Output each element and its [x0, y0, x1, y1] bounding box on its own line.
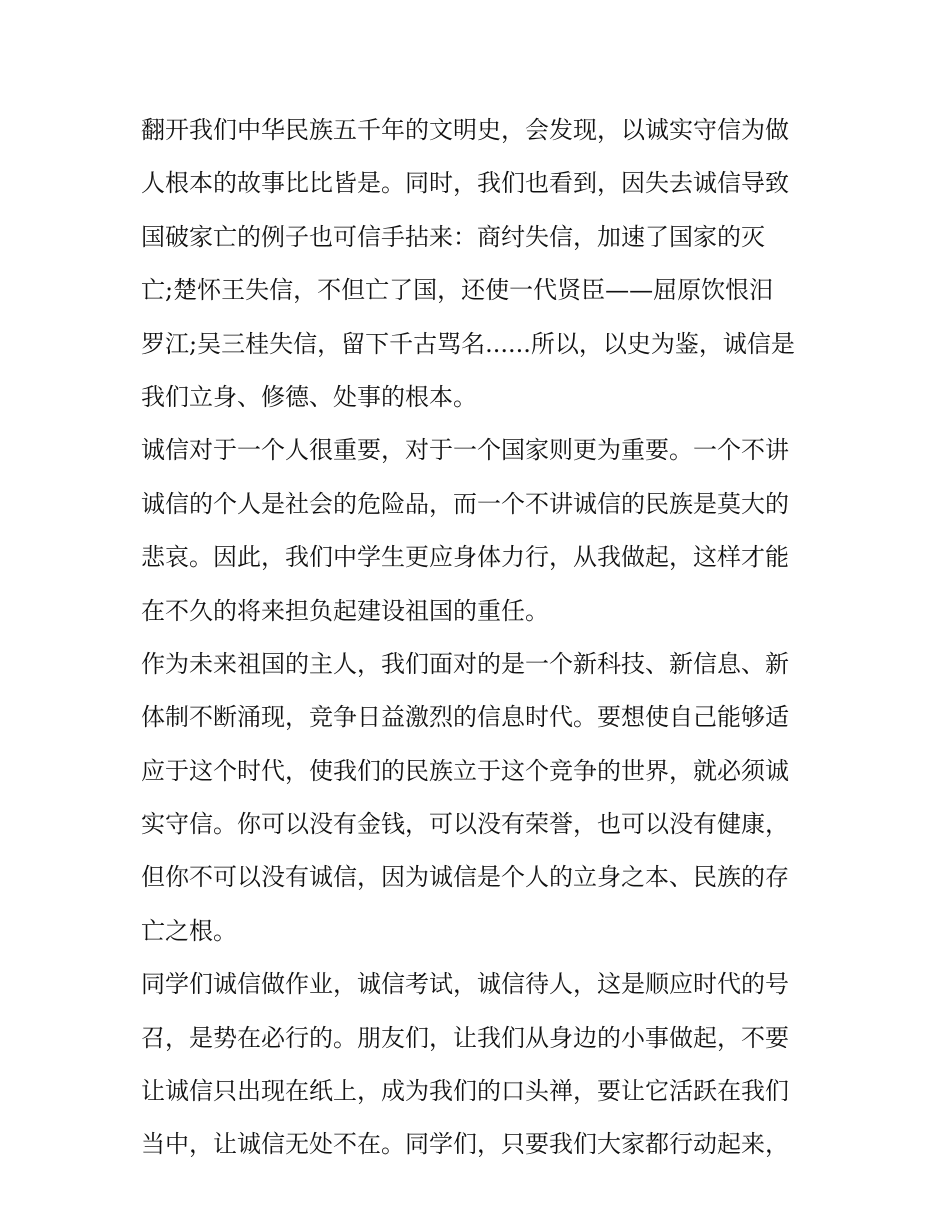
text-line: 在不久的将来担负起建设祖国的重任。	[141, 596, 549, 625]
text-line: 我们立身、修德、处事的根本。	[141, 382, 477, 411]
text-line: 体制不断涌现，竞争日益激烈的信息时代。要想使自己能够适	[141, 703, 789, 732]
text-line: 但你不可以没有诚信，因为诚信是个人的立身之本、民族的存	[141, 863, 789, 892]
text-line: 实守信。你可以没有金钱，可以没有荣誉，也可以没有健康，	[141, 810, 789, 839]
text-line: 国破家亡的例子也可信手拈来：商纣失信，加速了国家的灭	[141, 222, 765, 251]
text-line: 当中，让诚信无处不在。同学们，只要我们大家都行动起来，	[141, 1130, 789, 1159]
text-line: 翻开我们中华民族五千年的文明史，会发现，以诚实守信为做	[141, 116, 789, 144]
text-line: 应于这个时代，使我们的民族立于这个竞争的世界，就必须诚	[141, 756, 789, 785]
text-line: 罗江;吴三桂失信，留下千古骂名......所以，以史为鉴，诚信是	[141, 329, 795, 358]
text-line: 悲哀。因此，我们中学生更应身体力行，从我做起，这样才能	[141, 543, 789, 572]
text-line: 让诚信只出现在纸上，成为我们的口头禅，要让它活跃在我们	[141, 1077, 789, 1106]
body-text	[141, 104, 821, 1172]
text-line: 同学们诚信做作业，诚信考试，诚信待人，这是顺应时代的号	[141, 970, 789, 999]
text-line: 诚信的个人是社会的危险品，而一个不讲诚信的民族是莫大的	[141, 489, 789, 518]
text-line: 亡;楚怀王失信，不但亡了国，还使一代贤臣——屈原饮恨汨	[141, 276, 774, 305]
text-line: 亡之根。	[141, 916, 237, 945]
text-line: 诚信对于一个人很重要，对于一个国家则更为重要。一个不讲	[141, 436, 789, 465]
text-line: 作为未来祖国的主人，我们面对的是一个新科技、新信息、新	[141, 649, 789, 678]
text-line: 召，是势在必行的。朋友们，让我们从身边的小事做起，不要	[141, 1023, 789, 1052]
text-line: 人根本的故事比比皆是。同时，我们也看到，因失去诚信导致	[141, 169, 789, 198]
